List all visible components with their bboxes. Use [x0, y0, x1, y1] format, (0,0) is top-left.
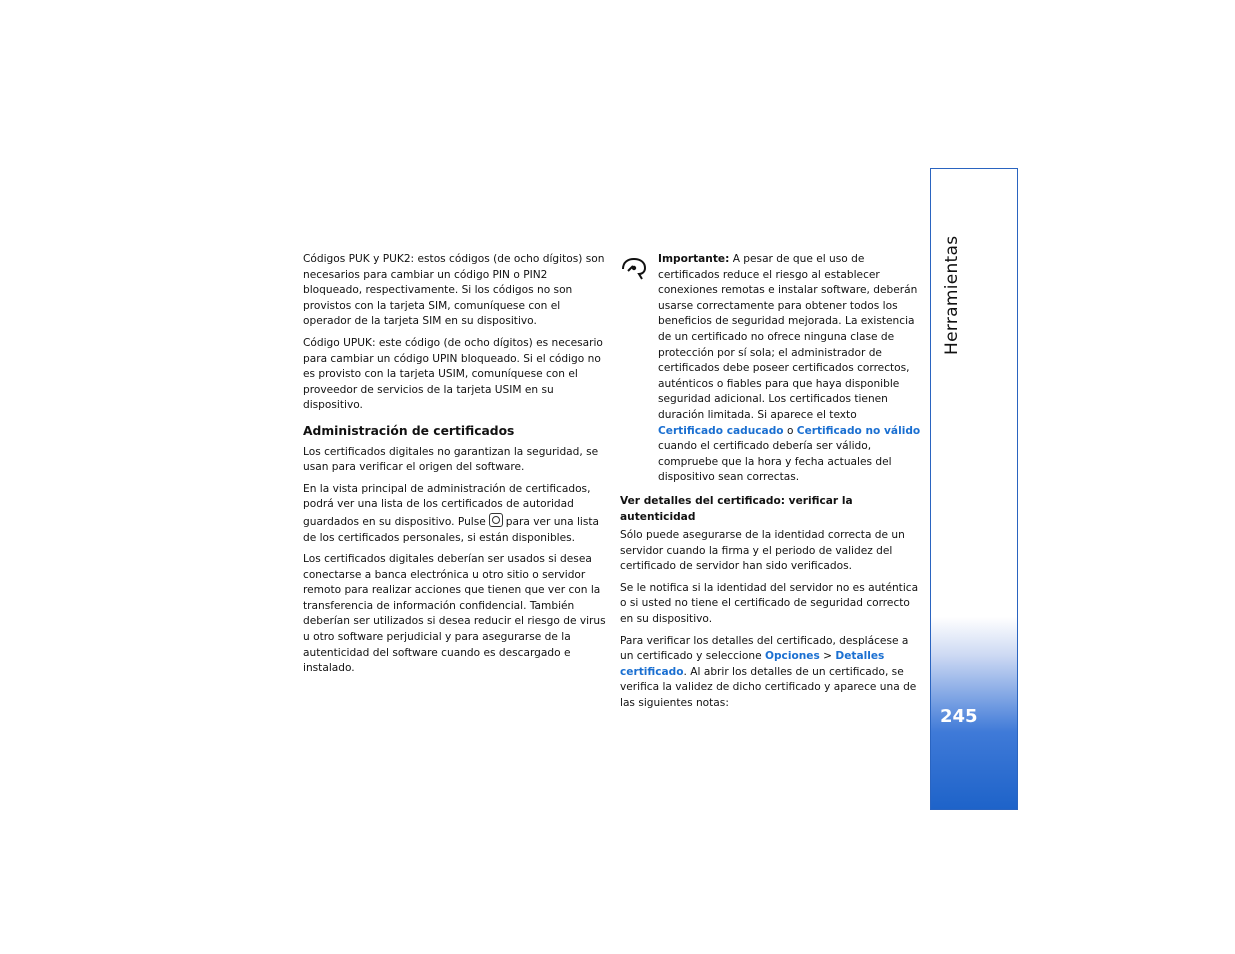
certificates-usage-paragraph: Los certificados digitales deberían ser usados si desea conectarse a banca electrónica u otro sitio o servidor remoto para realizar acciones que tienen que ver con la transferencia de información confidencial. También deberían ser utilizados si desea reducir el riesgo de virus u otro software perjudicial y para asegurarse de la autenticidad del software cuando es descargado e instalado. — [303, 553, 606, 675]
certificates-intro-paragraph: Los certificados digitales no garantizan la seguridad, se usan para verificar el origen del software. — [303, 445, 599, 474]
verify-text-before: Para verificar los detalles del certificado, desplácese a un certificado y seleccione — [620, 634, 909, 663]
link-opciones: Opciones — [764, 650, 820, 663]
important-icon — [620, 256, 648, 280]
important-label: Importante: — [658, 253, 730, 265]
certificates-view-paragraph — [303, 482, 608, 546]
link-certificado-caducado: Certificado caducado — [658, 424, 784, 437]
link-detalles-certificado: Detalles certificado — [620, 650, 885, 678]
important-note — [620, 252, 925, 486]
certificates-view-text-2: para ver una lista de los certificados personales, si están disponibles. — [303, 515, 600, 544]
left-column — [303, 252, 608, 683]
verify-paragraph-1: Sólo puede asegurarse de la identidad correcta de un servidor cuando la firma y el periodo de validez del certificado de servidor han sido verificados. — [620, 529, 905, 573]
verify-text-after: . Al abrir los detalles de un certificado, se verifica la validez de dicho certificado y aparece una de las siguientes notas: — [620, 665, 917, 710]
verify-paragraph-3 — [620, 634, 925, 712]
verify-paragraph-2: Se le notifica si la identidad del servidor no es auténtica o si usted no tiene el certificado de seguridad correcto en su dispositivo. — [620, 581, 919, 626]
puk-paragraph: Códigos PUK y PUK2: estos códigos (de ocho dígitos) son necesarios para cambiar un código PIN o PIN2 bloqueado, respectivamente. Si los códigos no son provistos con la tarjeta SIM, comuníquese con el operador de la tarjeta SIM en su dispositivo. — [303, 253, 605, 328]
menu-separator: > — [823, 650, 833, 663]
right-column — [620, 252, 925, 718]
or-word: o — [786, 424, 794, 437]
chapter-title: Herramientas — [942, 235, 962, 355]
link-certificado-no-valido: Certificado no válido — [796, 424, 921, 437]
verify-subheading: Ver detalles del certificado: verificar la autenticidad — [620, 494, 853, 523]
certificates-view-text-1: En la vista principal de administración de certificados, podrá ver una lista de los certificados de autoridad guardados en su dispositivo. Pulse — [303, 482, 591, 528]
upuk-paragraph: Código UPUK: este código (de ocho dígitos) es necesario para cambiar un código UPIN bloqueado. Si el código no es provisto con la tarjeta USIM, comuníquese con el proveedor de servicios de la tarjeta USIM en su dispositivo. — [303, 336, 603, 412]
section-heading: Administración de certificados — [303, 423, 515, 438]
page-number: 245 — [940, 706, 978, 727]
ok-key-icon — [489, 513, 503, 527]
important-text-1: A pesar de que el uso de certificados reduce el riesgo al establecer conexiones remotas e instalar software, deberán usarse correctamente para obtener todos los beneficios de seguridad mejorada. La existencia de un certificado no ofrece ninguna clase de protección por sí sola; el administrador de certificados debe poseer certificados correctos, auténticos o fiables para que haya disponible seguridad adicional. Los certificados tienen duración limitada. Si aparece el texto — [658, 253, 918, 421]
important-text-2: cuando el certificado debería ser válido, compruebe que la hora y fecha actuales del dispositivo sean correctas. — [658, 440, 892, 484]
